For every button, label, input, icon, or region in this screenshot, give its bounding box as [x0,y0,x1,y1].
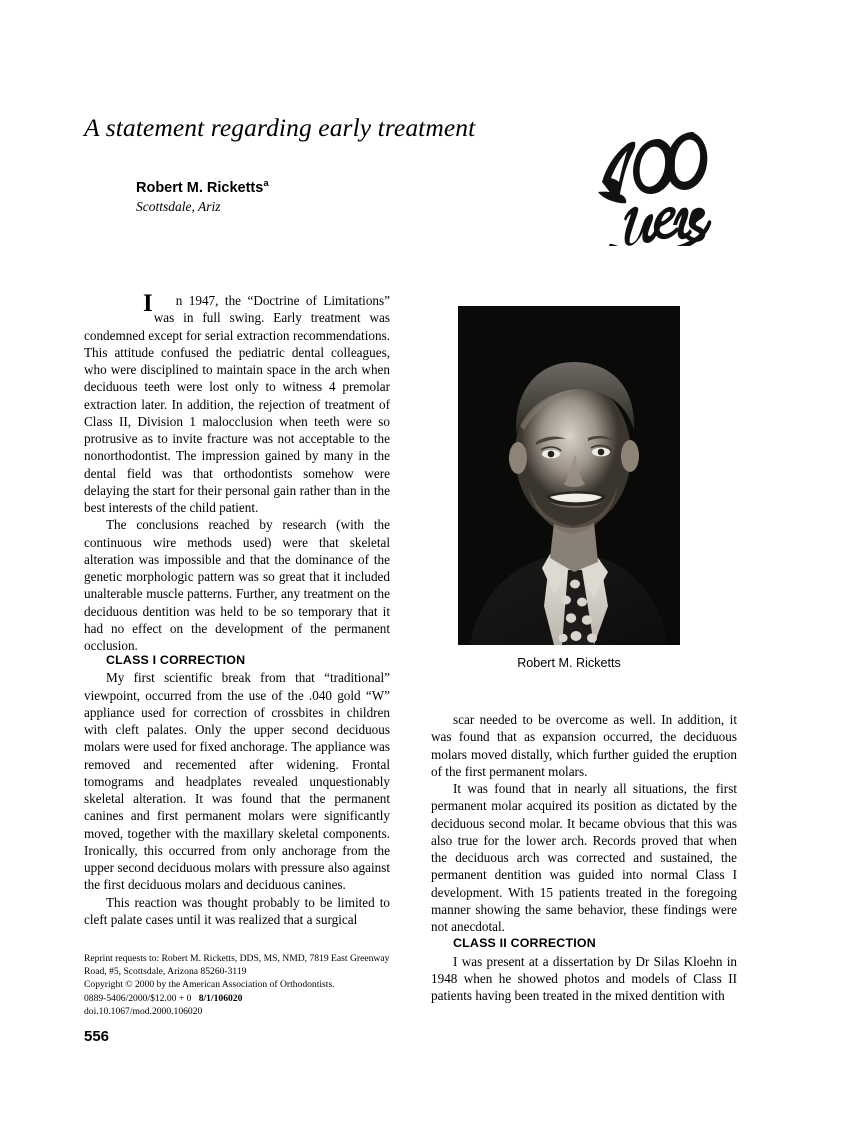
author-footnote-marker: a [263,178,269,189]
paragraph-right-b: It was found that in nearly all situations, the first permanent molar acquired its position as dictated by the deciduous second molar. It became obvious that this was also true for the lower arch. Records proved that when the deciduous arch was corrected and sustained, the permanent dentition was guided into normal Class I development. With 15 patients treated in the foregoing manner showing the same behavior, these findings were not anecdotal. [431,781,737,934]
page-number: 556 [84,1028,110,1045]
footnote-issn-line [84,992,394,1005]
author-portrait-photo [458,306,680,645]
left-column-top [84,292,390,654]
footnote-issn: 0889-5406/2000/$12.00 + 0 [84,992,192,1004]
left-column-bottom [84,652,390,928]
anniversary-logo-icon [592,122,714,246]
author-name [136,175,269,197]
footnote-doi: doi.10.1067/mod.2000.106020 [84,1005,203,1017]
paragraph-conclusions: The conclusions reached by research (with the continuous wire methods used) were that skeletal alteration was impossible and that the dominance of the genetic morphologic pattern was so great that it included unalterable muscle patterns. Further, any treatment on the deciduous dentition was held to be so temporary that it had no effect on the development of the permanent occlusion. [84,517,390,653]
page-title: A statement regarding early treatment [84,113,476,142]
footnote-article-code: 8/1/106020 [198,992,243,1004]
right-column-bottom [431,711,737,1004]
section-heading-class-i: CLASS I CORRECTION [106,653,246,667]
paragraph-class-i-a: My first scientific break from that “traditional” viewpoint, occurred from the use of the .040 gold “W” appliance used for correction of crossbites in children with cleft palates. Only the upper second deciduous molars were used for fixed anchorage. The appliance was removed and recemented after widening. Frontal tomograms and headplates revealed unquestionably skeletal alteration. It was found that the permanent canines and first permanent molars were significantly moved, together with the maxillary skeletal components. Ironically, this occurred from only anchorage from the upper second deciduous molars with pressure also against the first deciduous molars and deciduous canines. [84,670,390,893]
photo-caption: Robert M. Ricketts [517,656,621,670]
section-heading-class-ii: CLASS II CORRECTION [453,936,596,951]
paragraph-intro [84,292,390,516]
footnote-block [84,952,394,1018]
paragraph-intro-text: n 1947, the “Doctrine of Limitations” was in full swing. Early treatment was condemned except for serial extraction recommendations. This attitude confused the pediatric dental colleagues, who were disciplined to maintain space in the arch when deciduous teeth were lost only to witness 4 premolar extraction later. In addition, the rejection of treatment of Class II, Division 1 malocclusion when teeth were so protrusive as to invite fracture was not acceptable to the nonorthodontist. The impression gained by many in the dental field was that orthodontists somehow were delaying the start for their personal gain rather than in the best interests of the child patient. [84,293,390,515]
author-affiliation: Scottsdale, Ariz [136,199,221,214]
author-name-text: Robert M. Ricketts [136,179,264,196]
footnote-reprint-line1: Reprint requests to: Robert M. Ricketts, DDS, MS, NMD, 7819 East Greenway [84,953,390,964]
paragraph-right-a: scar needed to be overcome as well. In addition, it was found that as expansion occurred, the deciduous molars moved distally, which further guided the eruption of the first permanent molars. [431,712,737,779]
paragraph-class-i-b: This reaction was thought probably to be limited to cleft palate cases until it was realized that a surgical [84,894,390,927]
paragraph-class-ii: I was present at a dissertation by Dr Silas Kloehn in 1948 when he showed photos and models of Class II patients having been treated in the mixed dentition with [431,953,737,1003]
footnote-reprint-line2: Road, #5, Scottsdale, Arizona 85260-3119 [84,966,247,978]
footnote-copyright: Copyright © 2000 by the American Association of Orthodontists. [84,979,335,991]
drop-cap: I [143,290,153,317]
footnote-divider [84,944,234,945]
